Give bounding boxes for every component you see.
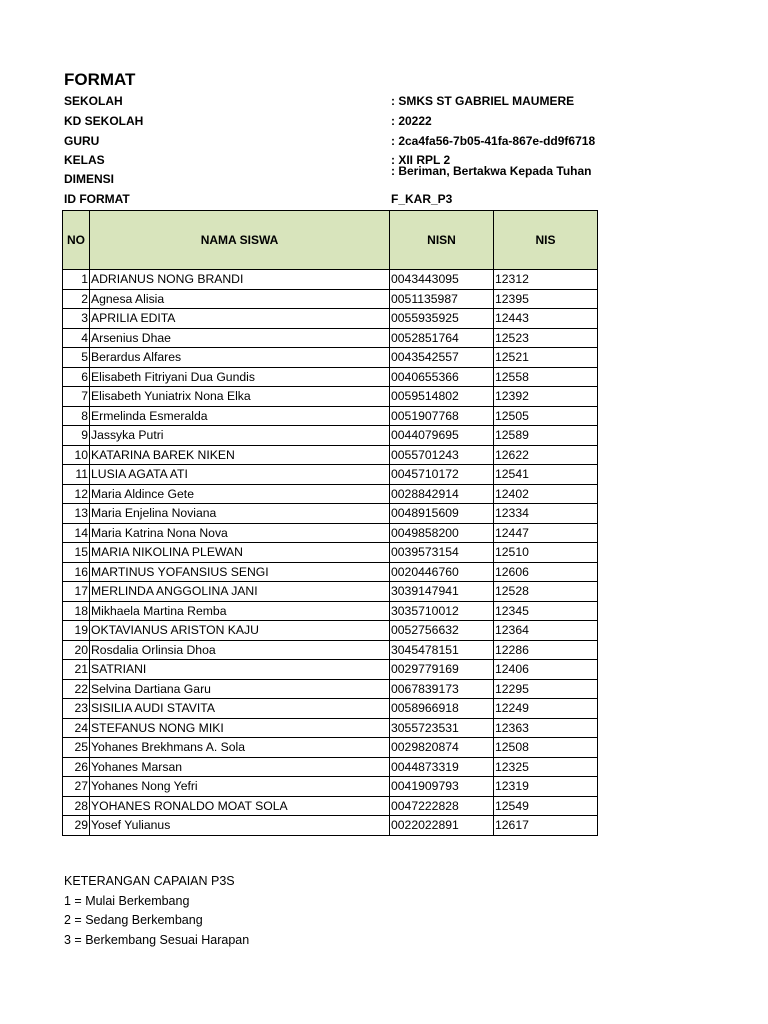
cell-nis: 12325 bbox=[494, 757, 598, 777]
cell-nama-siswa: Rosdalia Orlinsia Dhoa bbox=[90, 640, 390, 660]
cell-nisn: 0039573154 bbox=[390, 543, 494, 563]
cell-no: 11 bbox=[63, 465, 90, 485]
cell-nama-siswa: KATARINA BAREK NIKEN bbox=[90, 445, 390, 465]
cell-nisn: 0052851764 bbox=[390, 328, 494, 348]
form-title: FORMAT bbox=[64, 70, 136, 89]
cell-nis: 12286 bbox=[494, 640, 598, 660]
cell-nisn: 0067839173 bbox=[390, 679, 494, 699]
cell-nis: 12364 bbox=[494, 621, 598, 641]
meta-label: GURU bbox=[64, 134, 100, 148]
cell-no: 1 bbox=[63, 270, 90, 290]
cell-nisn: 0055935925 bbox=[390, 309, 494, 329]
cell-nisn: 0044873319 bbox=[390, 757, 494, 777]
cell-no: 7 bbox=[63, 387, 90, 407]
cell-nis: 12392 bbox=[494, 387, 598, 407]
cell-no: 18 bbox=[63, 601, 90, 621]
cell-nis: 12622 bbox=[494, 445, 598, 465]
meta-value: : 20222 bbox=[391, 114, 432, 128]
cell-nisn: 0043443095 bbox=[390, 270, 494, 290]
cell-no: 24 bbox=[63, 718, 90, 738]
cell-no: 22 bbox=[63, 679, 90, 699]
cell-nama-siswa: STEFANUS NONG MIKI bbox=[90, 718, 390, 738]
cell-nis: 12443 bbox=[494, 309, 598, 329]
table-row bbox=[63, 367, 598, 387]
cell-nama-siswa: Maria Aldince Gete bbox=[90, 484, 390, 504]
cell-no: 26 bbox=[63, 757, 90, 777]
meta-label: KD SEKOLAH bbox=[64, 114, 144, 128]
cell-nama-siswa: Yosef Yulianus bbox=[90, 816, 390, 836]
table-row bbox=[63, 757, 598, 777]
cell-nis: 12521 bbox=[494, 348, 598, 368]
cell-nisn: 3039147941 bbox=[390, 582, 494, 602]
cell-nisn: 0020446760 bbox=[390, 562, 494, 582]
cell-no: 10 bbox=[63, 445, 90, 465]
cell-nisn: 0052756632 bbox=[390, 621, 494, 641]
table-row bbox=[63, 796, 598, 816]
header-nis: NIS bbox=[494, 211, 598, 270]
table-row bbox=[63, 406, 598, 426]
table-row bbox=[63, 640, 598, 660]
header-nisn: NISN bbox=[390, 211, 494, 270]
notes-heading: KETERANGAN CAPAIAN P3S bbox=[64, 874, 235, 888]
cell-nisn: 0028842914 bbox=[390, 484, 494, 504]
cell-no: 15 bbox=[63, 543, 90, 563]
cell-nisn: 0059514802 bbox=[390, 387, 494, 407]
cell-nama-siswa: Selvina Dartiana Garu bbox=[90, 679, 390, 699]
cell-nis: 12395 bbox=[494, 289, 598, 309]
table-row bbox=[63, 562, 598, 582]
cell-no: 16 bbox=[63, 562, 90, 582]
table-row bbox=[63, 504, 598, 524]
cell-nisn: 0022022891 bbox=[390, 816, 494, 836]
cell-nama-siswa: Ermelinda Esmeralda bbox=[90, 406, 390, 426]
table-row bbox=[63, 387, 598, 407]
cell-nisn: 0040655366 bbox=[390, 367, 494, 387]
cell-nama-siswa: Maria Enjelina Noviana bbox=[90, 504, 390, 524]
cell-no: 23 bbox=[63, 699, 90, 719]
cell-nisn: 3045478151 bbox=[390, 640, 494, 660]
cell-nis: 12505 bbox=[494, 406, 598, 426]
cell-nis: 12447 bbox=[494, 523, 598, 543]
table-row bbox=[63, 660, 598, 680]
cell-nis: 12295 bbox=[494, 679, 598, 699]
cell-nama-siswa: Berardus Alfares bbox=[90, 348, 390, 368]
cell-nisn: 3035710012 bbox=[390, 601, 494, 621]
cell-no: 28 bbox=[63, 796, 90, 816]
cell-nis: 12523 bbox=[494, 328, 598, 348]
meta-label: ID FORMAT bbox=[64, 192, 130, 206]
cell-nama-siswa: Maria Katrina Nona Nova bbox=[90, 523, 390, 543]
cell-no: 14 bbox=[63, 523, 90, 543]
cell-nama-siswa: Elisabeth Fitriyani Dua Gundis bbox=[90, 367, 390, 387]
cell-nama-siswa: Elisabeth Yuniatrix Nona Elka bbox=[90, 387, 390, 407]
notes-block bbox=[64, 872, 249, 951]
cell-nis: 12617 bbox=[494, 816, 598, 836]
cell-no: 6 bbox=[63, 367, 90, 387]
cell-nisn: 0044079695 bbox=[390, 426, 494, 446]
meta-label: SEKOLAH bbox=[64, 94, 123, 108]
cell-nama-siswa: MERLINDA ANGGOLINA JANI bbox=[90, 582, 390, 602]
cell-no: 13 bbox=[63, 504, 90, 524]
cell-nis: 12406 bbox=[494, 660, 598, 680]
table-row bbox=[63, 465, 598, 485]
header-no: NO bbox=[63, 211, 90, 270]
table-row bbox=[63, 309, 598, 329]
cell-nama-siswa: Agnesa Alisia bbox=[90, 289, 390, 309]
cell-nisn: 0048915609 bbox=[390, 504, 494, 524]
cell-no: 4 bbox=[63, 328, 90, 348]
table-row bbox=[63, 270, 598, 290]
meta-value: F_KAR_P3 bbox=[391, 192, 453, 206]
table-row bbox=[63, 679, 598, 699]
cell-nis: 12549 bbox=[494, 796, 598, 816]
table-row bbox=[63, 816, 598, 836]
table-row bbox=[63, 523, 598, 543]
cell-nis: 12510 bbox=[494, 543, 598, 563]
cell-no: 27 bbox=[63, 777, 90, 797]
cell-nis: 12334 bbox=[494, 504, 598, 524]
cell-nisn: 0029820874 bbox=[390, 738, 494, 758]
table-row bbox=[63, 582, 598, 602]
cell-nama-siswa: ADRIANUS NONG BRANDI bbox=[90, 270, 390, 290]
student-table bbox=[62, 210, 598, 836]
cell-no: 3 bbox=[63, 309, 90, 329]
cell-nis: 12606 bbox=[494, 562, 598, 582]
notes-item: 1 = Mulai Berkembang bbox=[64, 893, 190, 908]
cell-nis: 12589 bbox=[494, 426, 598, 446]
cell-nama-siswa: Jassyka Putri bbox=[90, 426, 390, 446]
cell-no: 21 bbox=[63, 660, 90, 680]
cell-nama-siswa: YOHANES RONALDO MOAT SOLA bbox=[90, 796, 390, 816]
cell-nama-siswa: Yohanes Marsan bbox=[90, 757, 390, 777]
cell-nisn: 0055701243 bbox=[390, 445, 494, 465]
cell-nisn: 0047222828 bbox=[390, 796, 494, 816]
table-row bbox=[63, 445, 598, 465]
table-row bbox=[63, 348, 598, 368]
meta-label: KELAS bbox=[64, 153, 105, 167]
cell-nisn: 0051135987 bbox=[390, 289, 494, 309]
cell-nis: 12249 bbox=[494, 699, 598, 719]
cell-nama-siswa: LUSIA AGATA ATI bbox=[90, 465, 390, 485]
table-row bbox=[63, 621, 598, 641]
table-row bbox=[63, 289, 598, 309]
table-row bbox=[63, 738, 598, 758]
cell-no: 8 bbox=[63, 406, 90, 426]
cell-no: 17 bbox=[63, 582, 90, 602]
cell-nis: 12363 bbox=[494, 718, 598, 738]
cell-nama-siswa: MARTINUS YOFANSIUS SENGI bbox=[90, 562, 390, 582]
meta-value: : Beriman, Bertakwa Kepada Tuhan bbox=[391, 164, 592, 178]
table-header-row bbox=[63, 211, 598, 270]
table-row bbox=[63, 328, 598, 348]
cell-no: 20 bbox=[63, 640, 90, 660]
cell-nis: 12508 bbox=[494, 738, 598, 758]
cell-no: 29 bbox=[63, 816, 90, 836]
cell-nama-siswa: Mikhaela Martina Remba bbox=[90, 601, 390, 621]
cell-nis: 12541 bbox=[494, 465, 598, 485]
meta-value: : XII RPL 2 bbox=[391, 153, 451, 167]
meta-value: : 2ca4fa56-7b05-41fa-867e-dd9f6718 bbox=[391, 134, 596, 148]
cell-no: 25 bbox=[63, 738, 90, 758]
cell-nis: 12312 bbox=[494, 270, 598, 290]
cell-nisn: 0045710172 bbox=[390, 465, 494, 485]
cell-no: 19 bbox=[63, 621, 90, 641]
cell-nisn: 0051907768 bbox=[390, 406, 494, 426]
cell-nama-siswa: Yohanes Nong Yefri bbox=[90, 777, 390, 797]
meta-value: : SMKS ST GABRIEL MAUMERE bbox=[391, 94, 575, 108]
cell-nis: 12319 bbox=[494, 777, 598, 797]
cell-no: 9 bbox=[63, 426, 90, 446]
meta-label: DIMENSI bbox=[64, 172, 115, 186]
cell-nis: 12402 bbox=[494, 484, 598, 504]
cell-nis: 12345 bbox=[494, 601, 598, 621]
cell-nama-siswa: SISILIA AUDI STAVITA bbox=[90, 699, 390, 719]
header-nama-siswa: NAMA SISWA bbox=[90, 211, 390, 270]
cell-no: 5 bbox=[63, 348, 90, 368]
cell-nama-siswa: Arsenius Dhae bbox=[90, 328, 390, 348]
cell-no: 12 bbox=[63, 484, 90, 504]
cell-nisn: 0049858200 bbox=[390, 523, 494, 543]
notes-item: 3 = Berkembang Sesuai Harapan bbox=[64, 933, 250, 948]
table-row bbox=[63, 426, 598, 446]
cell-nisn: 0043542557 bbox=[390, 348, 494, 368]
cell-nama-siswa: SATRIANI bbox=[90, 660, 390, 680]
table-row bbox=[63, 601, 598, 621]
cell-nis: 12528 bbox=[494, 582, 598, 602]
cell-nis: 12558 bbox=[494, 367, 598, 387]
table-row bbox=[63, 718, 598, 738]
cell-nisn: 0058966918 bbox=[390, 699, 494, 719]
table-row bbox=[63, 777, 598, 797]
cell-nama-siswa: MARIA NIKOLINA PLEWAN bbox=[90, 543, 390, 563]
notes-item: 2 = Sedang Berkembang bbox=[64, 913, 203, 928]
table-row bbox=[63, 543, 598, 563]
table-row bbox=[63, 484, 598, 504]
table-row bbox=[63, 699, 598, 719]
cell-no: 2 bbox=[63, 289, 90, 309]
cell-nama-siswa: APRILIA EDITA bbox=[90, 309, 390, 329]
cell-nisn: 3055723531 bbox=[390, 718, 494, 738]
cell-nama-siswa: Yohanes Brekhmans A. Sola bbox=[90, 738, 390, 758]
cell-nisn: 0041909793 bbox=[390, 777, 494, 797]
cell-nama-siswa: OKTAVIANUS ARISTON KAJU bbox=[90, 621, 390, 641]
cell-nisn: 0029779169 bbox=[390, 660, 494, 680]
